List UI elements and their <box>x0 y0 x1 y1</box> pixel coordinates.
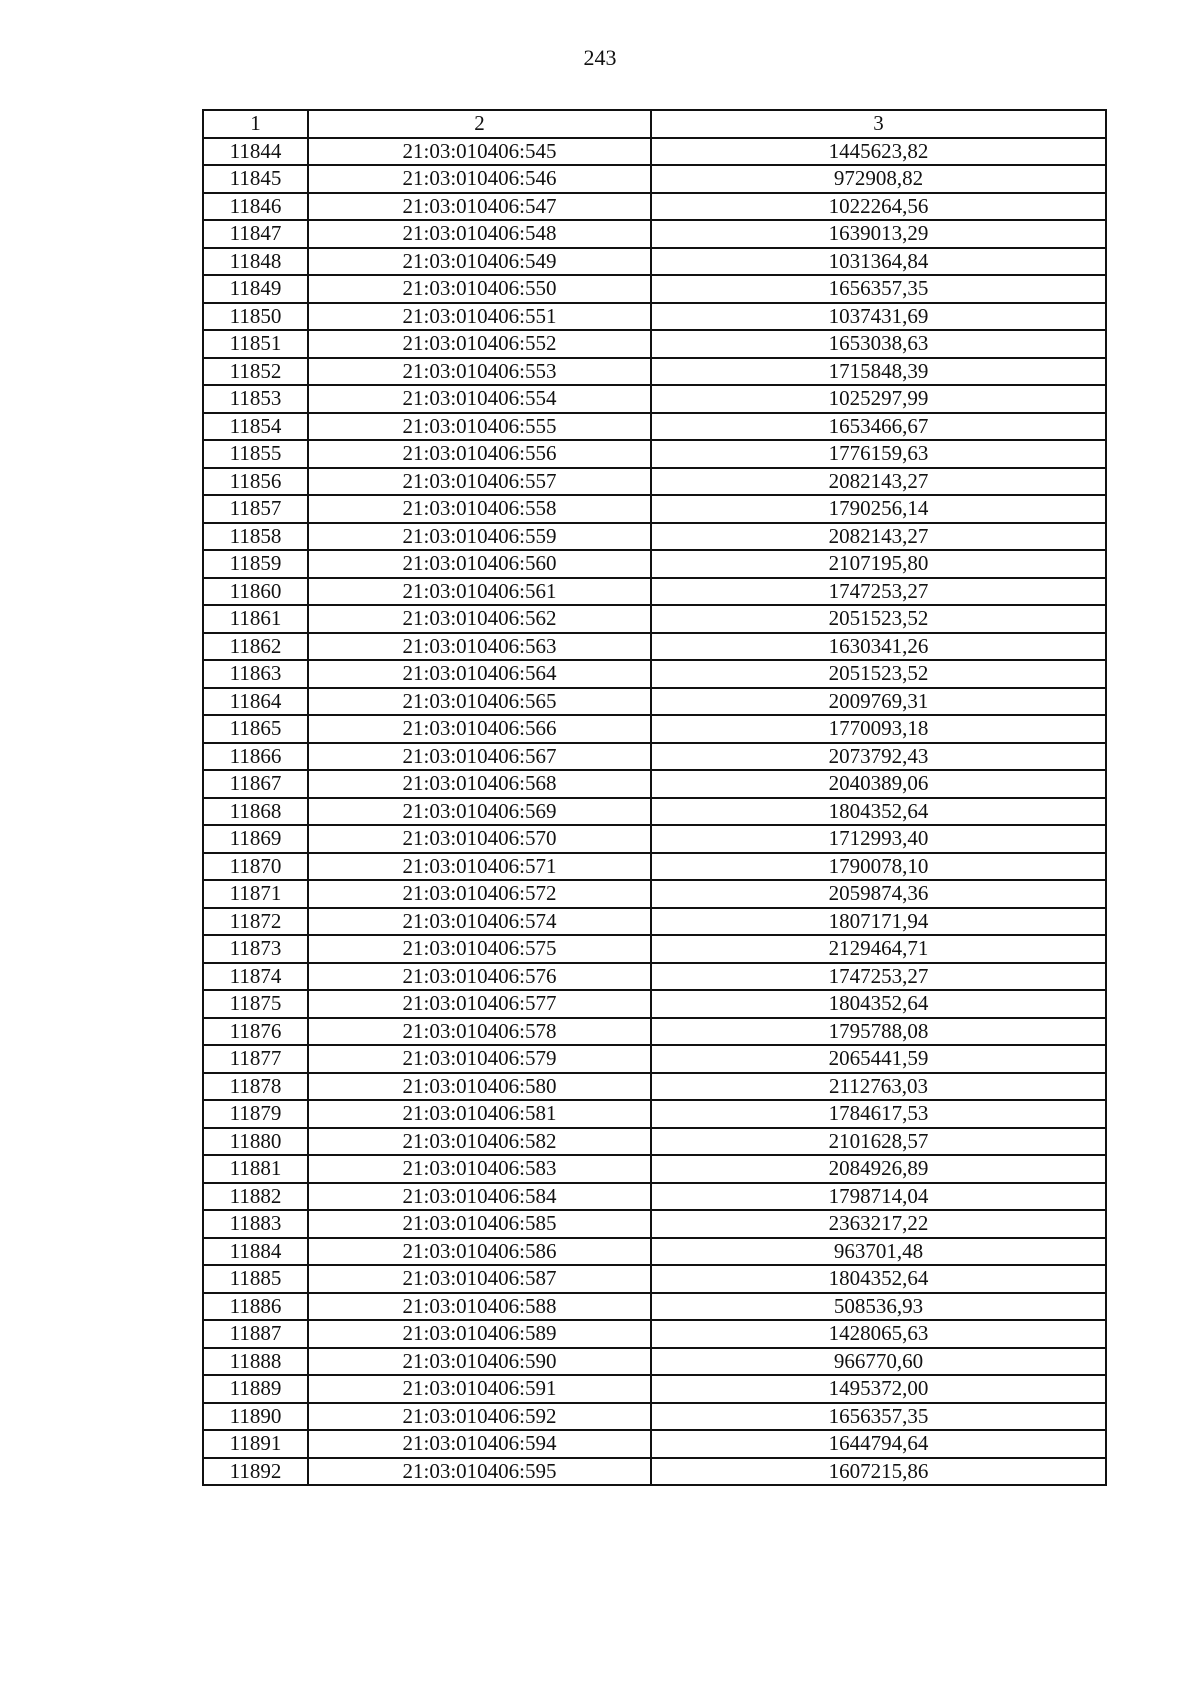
table-row <box>203 798 1106 826</box>
cadastral-value-cell: 2363217,22 <box>651 1210 1106 1238</box>
table-row <box>203 688 1106 716</box>
cadastral-number-cell: 21:03:010406:586 <box>308 1238 651 1266</box>
cadastral-value-cell: 1428065,63 <box>651 1320 1106 1348</box>
row-number-cell: 11882 <box>203 1183 308 1211</box>
cadastral-number-cell: 21:03:010406:591 <box>308 1375 651 1403</box>
row-number-cell: 11879 <box>203 1100 308 1128</box>
table-row <box>203 1265 1106 1293</box>
cadastral-number-cell: 21:03:010406:565 <box>308 688 651 716</box>
cadastral-value-cell: 2051523,52 <box>651 660 1106 688</box>
row-number-cell: 11878 <box>203 1073 308 1101</box>
cadastral-number-cell: 21:03:010406:559 <box>308 523 651 551</box>
cadastral-value-cell: 1798714,04 <box>651 1183 1106 1211</box>
cadastral-number-cell: 21:03:010406:581 <box>308 1100 651 1128</box>
table-row <box>203 358 1106 386</box>
table-row <box>203 1403 1106 1431</box>
row-number-cell: 11868 <box>203 798 308 826</box>
cadastral-value-cell: 1747253,27 <box>651 578 1106 606</box>
row-number-cell: 11850 <box>203 303 308 331</box>
row-number-cell: 11855 <box>203 440 308 468</box>
column-header-3: 3 <box>651 110 1106 138</box>
table-row <box>203 468 1106 496</box>
cadastral-value-cell: 963701,48 <box>651 1238 1106 1266</box>
row-number-cell: 11851 <box>203 330 308 358</box>
cadastral-value-cell: 1653038,63 <box>651 330 1106 358</box>
table-row <box>203 1293 1106 1321</box>
cadastral-value-cell: 2009769,31 <box>651 688 1106 716</box>
row-number-cell: 11866 <box>203 743 308 771</box>
row-number-cell: 11885 <box>203 1265 308 1293</box>
column-header-1: 1 <box>203 110 308 138</box>
row-number-cell: 11870 <box>203 853 308 881</box>
row-number-cell: 11872 <box>203 908 308 936</box>
cadastral-value-cell: 2051523,52 <box>651 605 1106 633</box>
cadastral-value-cell: 1495372,00 <box>651 1375 1106 1403</box>
row-number-cell: 11880 <box>203 1128 308 1156</box>
table-row <box>203 935 1106 963</box>
cadastral-number-cell: 21:03:010406:548 <box>308 220 651 248</box>
cadastral-number-cell: 21:03:010406:589 <box>308 1320 651 1348</box>
row-number-cell: 11863 <box>203 660 308 688</box>
row-number-cell: 11883 <box>203 1210 308 1238</box>
cadastral-number-cell: 21:03:010406:566 <box>308 715 651 743</box>
cadastral-value-cell: 972908,82 <box>651 165 1106 193</box>
table-row <box>203 770 1106 798</box>
table-row <box>203 853 1106 881</box>
cadastral-number-cell: 21:03:010406:563 <box>308 633 651 661</box>
table-row <box>203 990 1106 1018</box>
row-number-cell: 11869 <box>203 825 308 853</box>
cadastral-value-cell: 1639013,29 <box>651 220 1106 248</box>
cadastral-value-cell: 2107195,80 <box>651 550 1106 578</box>
cadastral-value-cell: 1770093,18 <box>651 715 1106 743</box>
cadastral-value-cell: 2129464,71 <box>651 935 1106 963</box>
row-number-cell: 11859 <box>203 550 308 578</box>
table-row <box>203 165 1106 193</box>
cadastral-number-cell: 21:03:010406:552 <box>308 330 651 358</box>
cadastral-value-cell: 1445623,82 <box>651 138 1106 166</box>
cadastral-number-cell: 21:03:010406:583 <box>308 1155 651 1183</box>
row-number-cell: 11890 <box>203 1403 308 1431</box>
cadastral-number-cell: 21:03:010406:592 <box>308 1403 651 1431</box>
table-row <box>203 715 1106 743</box>
row-number-cell: 11876 <box>203 1018 308 1046</box>
table-row <box>203 1155 1106 1183</box>
table-row <box>203 523 1106 551</box>
cadastral-number-cell: 21:03:010406:551 <box>308 303 651 331</box>
cadastral-number-cell: 21:03:010406:567 <box>308 743 651 771</box>
table-row <box>203 385 1106 413</box>
cadastral-number-cell: 21:03:010406:545 <box>308 138 651 166</box>
cadastral-number-cell: 21:03:010406:546 <box>308 165 651 193</box>
cadastral-number-cell: 21:03:010406:571 <box>308 853 651 881</box>
row-number-cell: 11845 <box>203 165 308 193</box>
table-row <box>203 578 1106 606</box>
row-number-cell: 11854 <box>203 413 308 441</box>
cadastral-number-cell: 21:03:010406:568 <box>308 770 651 798</box>
cadastral-value-cell: 1607215,86 <box>651 1458 1106 1486</box>
cadastral-value-cell: 966770,60 <box>651 1348 1106 1376</box>
table-row <box>203 193 1106 221</box>
table-row <box>203 1210 1106 1238</box>
cadastral-number-cell: 21:03:010406:555 <box>308 413 651 441</box>
row-number-cell: 11846 <box>203 193 308 221</box>
cadastral-value-cell: 1804352,64 <box>651 990 1106 1018</box>
row-number-cell: 11849 <box>203 275 308 303</box>
row-number-cell: 11847 <box>203 220 308 248</box>
table-row <box>203 495 1106 523</box>
row-number-cell: 11865 <box>203 715 308 743</box>
cadastral-number-cell: 21:03:010406:582 <box>308 1128 651 1156</box>
cadastral-number-cell: 21:03:010406:577 <box>308 990 651 1018</box>
cadastral-number-cell: 21:03:010406:553 <box>308 358 651 386</box>
cadastral-value-cell: 1653466,67 <box>651 413 1106 441</box>
row-number-cell: 11853 <box>203 385 308 413</box>
row-number-cell: 11857 <box>203 495 308 523</box>
table-row <box>203 825 1106 853</box>
row-number-cell: 11858 <box>203 523 308 551</box>
table-row <box>203 1348 1106 1376</box>
cadastral-number-cell: 21:03:010406:580 <box>308 1073 651 1101</box>
cadastral-value-cell: 2040389,06 <box>651 770 1106 798</box>
table-row <box>203 550 1106 578</box>
row-number-cell: 11856 <box>203 468 308 496</box>
table-header-row <box>203 110 1106 138</box>
row-number-cell: 11844 <box>203 138 308 166</box>
cadastral-number-cell: 21:03:010406:595 <box>308 1458 651 1486</box>
table-row <box>203 880 1106 908</box>
cadastral-number-cell: 21:03:010406:554 <box>308 385 651 413</box>
table-body <box>203 138 1106 1486</box>
cadastral-value-cell: 1025297,99 <box>651 385 1106 413</box>
row-number-cell: 11888 <box>203 1348 308 1376</box>
table-row <box>203 440 1106 468</box>
cadastral-number-cell: 21:03:010406:590 <box>308 1348 651 1376</box>
cadastral-value-cell: 1656357,35 <box>651 275 1106 303</box>
table-row <box>203 303 1106 331</box>
table-row <box>203 1045 1106 1073</box>
cadastral-value-cell: 1022264,56 <box>651 193 1106 221</box>
row-number-cell: 11889 <box>203 1375 308 1403</box>
cadastral-value-cell: 1037431,69 <box>651 303 1106 331</box>
cadastral-value-cell: 1804352,64 <box>651 1265 1106 1293</box>
cadastral-number-cell: 21:03:010406:561 <box>308 578 651 606</box>
cadastral-value-cell: 508536,93 <box>651 1293 1106 1321</box>
table-row <box>203 1100 1106 1128</box>
row-number-cell: 11892 <box>203 1458 308 1486</box>
row-number-cell: 11891 <box>203 1430 308 1458</box>
table-row <box>203 1238 1106 1266</box>
cadastral-value-table <box>202 109 1107 1486</box>
table-row <box>203 1375 1106 1403</box>
column-header-2: 2 <box>308 110 651 138</box>
table-row <box>203 1458 1106 1486</box>
cadastral-number-cell: 21:03:010406:564 <box>308 660 651 688</box>
cadastral-value-cell: 1807171,94 <box>651 908 1106 936</box>
cadastral-number-cell: 21:03:010406:569 <box>308 798 651 826</box>
row-number-cell: 11848 <box>203 248 308 276</box>
cadastral-value-cell: 1630341,26 <box>651 633 1106 661</box>
cadastral-number-cell: 21:03:010406:578 <box>308 1018 651 1046</box>
row-number-cell: 11877 <box>203 1045 308 1073</box>
cadastral-number-cell: 21:03:010406:556 <box>308 440 651 468</box>
table-row <box>203 1073 1106 1101</box>
cadastral-value-cell: 2084926,89 <box>651 1155 1106 1183</box>
cadastral-value-cell: 2073792,43 <box>651 743 1106 771</box>
cadastral-value-cell: 1747253,27 <box>651 963 1106 991</box>
table-row <box>203 633 1106 661</box>
table-row <box>203 1183 1106 1211</box>
cadastral-number-cell: 21:03:010406:575 <box>308 935 651 963</box>
cadastral-number-cell: 21:03:010406:547 <box>308 193 651 221</box>
cadastral-value-cell: 2059874,36 <box>651 880 1106 908</box>
cadastral-number-cell: 21:03:010406:570 <box>308 825 651 853</box>
table-row <box>203 908 1106 936</box>
row-number-cell: 11874 <box>203 963 308 991</box>
cadastral-number-cell: 21:03:010406:549 <box>308 248 651 276</box>
cadastral-value-cell: 2082143,27 <box>651 523 1106 551</box>
row-number-cell: 11861 <box>203 605 308 633</box>
row-number-cell: 11875 <box>203 990 308 1018</box>
table-row <box>203 413 1106 441</box>
row-number-cell: 11862 <box>203 633 308 661</box>
table-row <box>203 605 1106 633</box>
table-row <box>203 275 1106 303</box>
page-number: 243 <box>583 45 617 70</box>
table-row <box>203 220 1106 248</box>
cadastral-value-cell: 1656357,35 <box>651 1403 1106 1431</box>
cadastral-value-cell: 1776159,63 <box>651 440 1106 468</box>
cadastral-value-cell: 2065441,59 <box>651 1045 1106 1073</box>
cadastral-value-cell: 1790256,14 <box>651 495 1106 523</box>
cadastral-number-cell: 21:03:010406:594 <box>308 1430 651 1458</box>
row-number-cell: 11867 <box>203 770 308 798</box>
cadastral-number-cell: 21:03:010406:562 <box>308 605 651 633</box>
row-number-cell: 11881 <box>203 1155 308 1183</box>
cadastral-number-cell: 21:03:010406:585 <box>308 1210 651 1238</box>
cadastral-value-cell: 2082143,27 <box>651 468 1106 496</box>
cadastral-number-cell: 21:03:010406:579 <box>308 1045 651 1073</box>
cadastral-number-cell: 21:03:010406:576 <box>308 963 651 991</box>
table-row <box>203 660 1106 688</box>
row-number-cell: 11873 <box>203 935 308 963</box>
cadastral-value-cell: 1712993,40 <box>651 825 1106 853</box>
cadastral-number-cell: 21:03:010406:558 <box>308 495 651 523</box>
cadastral-number-cell: 21:03:010406:560 <box>308 550 651 578</box>
cadastral-number-cell: 21:03:010406:588 <box>308 1293 651 1321</box>
row-number-cell: 11860 <box>203 578 308 606</box>
table-row <box>203 743 1106 771</box>
table-row <box>203 248 1106 276</box>
table-row <box>203 1320 1106 1348</box>
row-number-cell: 11884 <box>203 1238 308 1266</box>
table-row <box>203 330 1106 358</box>
table-row <box>203 1128 1106 1156</box>
row-number-cell: 11864 <box>203 688 308 716</box>
row-number-cell: 11887 <box>203 1320 308 1348</box>
cadastral-number-cell: 21:03:010406:587 <box>308 1265 651 1293</box>
cadastral-value-cell: 1790078,10 <box>651 853 1106 881</box>
cadastral-number-cell: 21:03:010406:584 <box>308 1183 651 1211</box>
row-number-cell: 11852 <box>203 358 308 386</box>
cadastral-value-cell: 1644794,64 <box>651 1430 1106 1458</box>
cadastral-value-cell: 1715848,39 <box>651 358 1106 386</box>
cadastral-value-cell: 2101628,57 <box>651 1128 1106 1156</box>
cadastral-number-cell: 21:03:010406:574 <box>308 908 651 936</box>
row-number-cell: 11886 <box>203 1293 308 1321</box>
cadastral-number-cell: 21:03:010406:557 <box>308 468 651 496</box>
table-row <box>203 963 1106 991</box>
cadastral-value-cell: 1804352,64 <box>651 798 1106 826</box>
table-row <box>203 138 1106 166</box>
cadastral-number-cell: 21:03:010406:550 <box>308 275 651 303</box>
cadastral-value-cell: 1795788,08 <box>651 1018 1106 1046</box>
cadastral-number-cell: 21:03:010406:572 <box>308 880 651 908</box>
cadastral-value-cell: 1784617,53 <box>651 1100 1106 1128</box>
table-row <box>203 1430 1106 1458</box>
cadastral-value-cell: 1031364,84 <box>651 248 1106 276</box>
cadastral-value-cell: 2112763,03 <box>651 1073 1106 1101</box>
table-row <box>203 1018 1106 1046</box>
row-number-cell: 11871 <box>203 880 308 908</box>
